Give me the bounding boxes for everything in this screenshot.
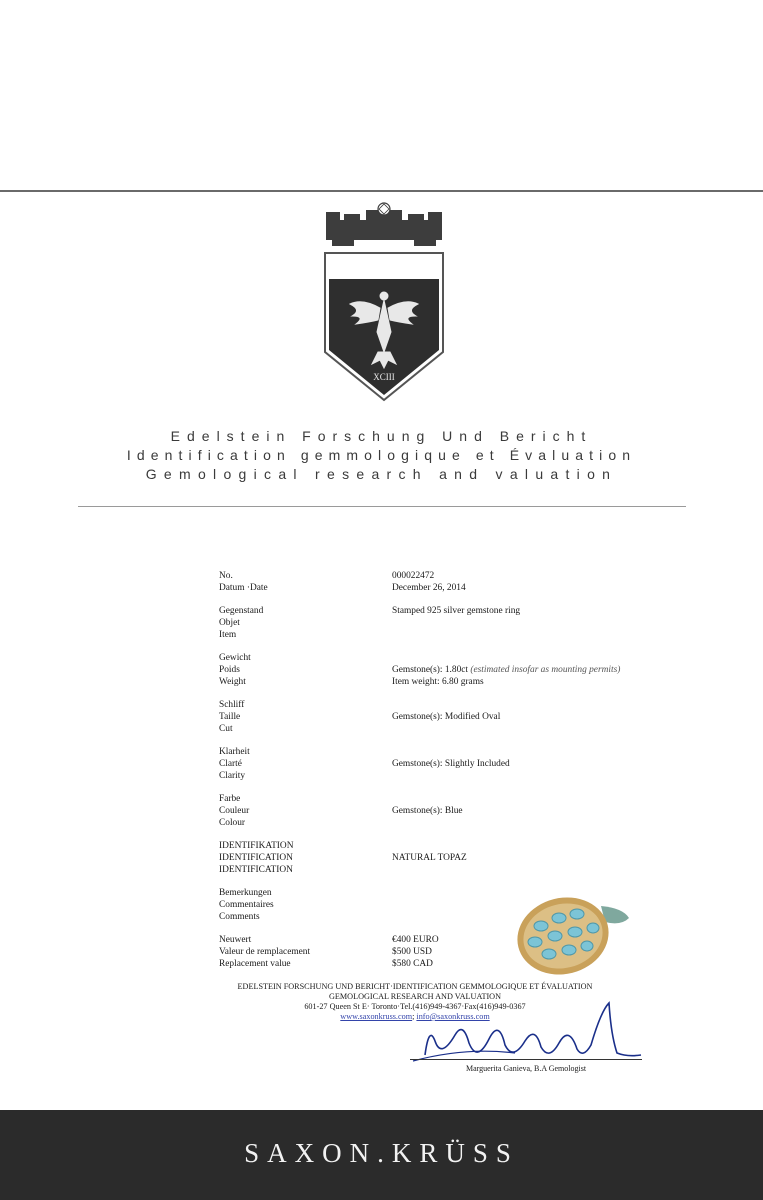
clarity-label-de: Klarheit [219, 747, 250, 757]
weight-label-en: Weight [219, 677, 246, 687]
cut-label-en: Cut [219, 724, 233, 734]
identification-value: NATURAL TOPAZ [392, 853, 467, 863]
footer-address: 601-27 Queen St E· Toronto·Tel.(416)949-4367·Fax(416)949-0367 [304, 1002, 526, 1011]
number-label: No. [219, 571, 233, 581]
number-value: 000022472 [392, 571, 435, 581]
valuation-cad: $580 CAD [392, 959, 433, 969]
header-english: Gemological research and valuation [145, 466, 618, 482]
colour-label-en: Colour [219, 818, 246, 828]
weight-value [392, 665, 620, 677]
item-value: Stamped 925 silver gemstone ring [392, 606, 521, 616]
ring-photo [505, 878, 635, 988]
valuation-label-de: Neuwert [219, 935, 252, 945]
top-divider [0, 190, 763, 192]
signature-line [410, 1059, 642, 1060]
cut-label-de: Schliff [219, 700, 245, 710]
colour-label-de: Farbe [219, 794, 241, 804]
email-link[interactable]: info@saxonkruss.com [416, 1012, 490, 1021]
weight-note: (estimated insofar as mounting permits) [470, 665, 621, 675]
comments-label-fr: Commentaires [219, 900, 274, 910]
crest-logo [322, 202, 446, 402]
valuation-usd: $500 USD [392, 947, 432, 957]
item-label-de: Gegenstand [219, 606, 264, 616]
comments-label-de: Bemerkungen [219, 888, 272, 898]
header-german: Edelstein Forschung Und Bericht [170, 428, 593, 444]
valuation-label-en: Replacement value [219, 959, 291, 969]
clarity-label-en: Clarity [219, 771, 246, 781]
brand-name: SAXON.KRÜSS [244, 1138, 519, 1168]
cut-label-fr: Taille [219, 712, 241, 722]
header-divider [78, 506, 686, 507]
footer-info: EDELSTEIN FORSCHUNG UND BERICHT·IDENTIFICATION GEMMOLOGIQUE ET ÉVALUATION GEMOLOGICAL RESEARCH AND VALUATION 601-27 Queen St E· Toronto·Tel.(416)949-4367·Fax(416)949-0367 www.saxonkruss.com; info@saxonkruss.com [200, 982, 630, 1022]
colour-label-fr: Couleur [219, 806, 250, 816]
weight-label-de: Gewicht [219, 653, 251, 663]
identification-label-de: IDENTIFIKATION [219, 841, 294, 851]
item-label-en: Item [219, 630, 237, 640]
colour-value: Gemstone(s): Blue [392, 806, 463, 816]
signature [405, 995, 650, 1075]
header-french: Identification gemmologique et Évaluation [126, 447, 637, 463]
footer-line-2: GEMOLOGICAL RESEARCH AND VALUATION [328, 992, 501, 1001]
clarity-label-fr: Clarté [219, 759, 242, 769]
item-label-fr: Objet [219, 618, 240, 628]
weight-label-fr: Poids [219, 665, 240, 675]
identification-label-fr: IDENTIFICATION [219, 853, 293, 863]
website-link[interactable]: www.saxonkruss.com [340, 1012, 413, 1021]
date-value: December 26, 2014 [392, 583, 466, 593]
valuation-euro: €400 EURO [392, 935, 439, 945]
item-weight-value: Item weight: 6.80 grams [392, 677, 484, 687]
date-label: Datum ·Date [219, 583, 268, 593]
clarity-value: Gemstone(s): Slightly Included [392, 759, 510, 769]
valuation-label-fr: Valeur de remplacement [219, 947, 311, 957]
footer-line-1: EDELSTEIN FORSCHUNG UND BERICHT·IDENTIFICATION GEMMOLOGIQUE ET ÉVALUATION [237, 982, 593, 991]
gemologist-name: Marguerita Ganieva, B.A Gemologist [466, 1064, 587, 1073]
identification-label-en: IDENTIFICATION [219, 865, 293, 875]
gem-weight: Gemstone(s): 1.80ct [392, 665, 469, 675]
cut-value: Gemstone(s): Modified Oval [392, 712, 501, 722]
crest-numeral: XCIII [373, 372, 395, 382]
comments-label-en: Comments [219, 912, 260, 922]
